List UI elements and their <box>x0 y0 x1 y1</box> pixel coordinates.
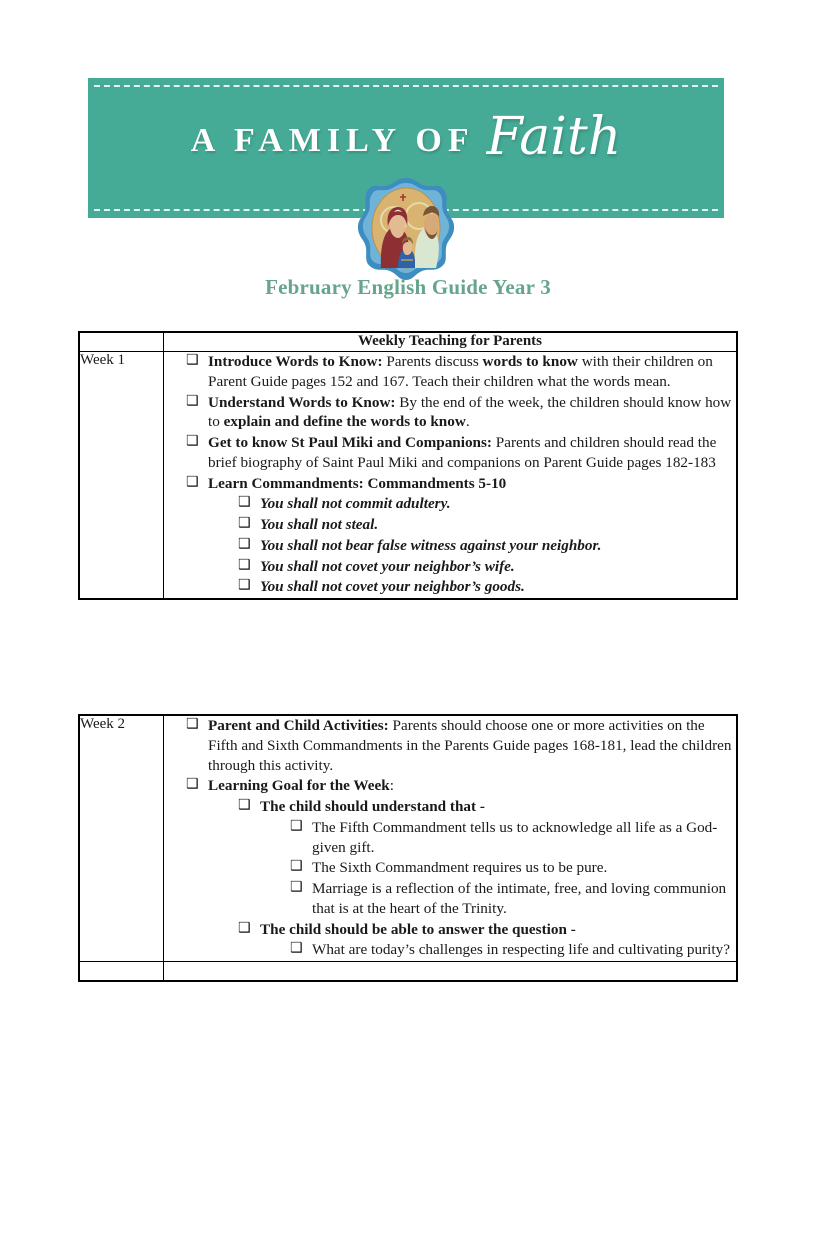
list-item: ❑ You shall not steal. <box>238 515 736 535</box>
table-header-row <box>80 333 737 352</box>
week2-content <box>164 716 737 962</box>
item-text-a: Parents discuss <box>382 353 483 370</box>
list-item <box>186 352 736 392</box>
next-week-content-cell <box>164 962 737 981</box>
item-lead: Introduce Words to Know: <box>208 353 383 370</box>
table-row-next <box>80 962 737 981</box>
list-item <box>238 920 736 961</box>
week1-table <box>78 331 738 600</box>
list-item: ❑ The Fifth Commandment tells us to acknowledge all life as a God-given gift. <box>290 818 736 858</box>
table-row <box>80 716 737 962</box>
week-label-2: Week 2 <box>80 716 164 962</box>
list-item: ❑ You shall not covet your neighbor’s goods. <box>238 577 736 597</box>
item-text-a: Parents and children should read the brief biography of Saint Paul Miki and companions on Parent Guide pages 182-183 <box>208 434 717 471</box>
item-emphasis: explain and define the words to know <box>223 413 466 431</box>
list-item: ❑ You shall not bear false witness against your neighbor. <box>238 536 736 556</box>
banner-title-script: Faith <box>486 107 622 167</box>
item-lead: Parent and Child Activities: <box>208 717 389 734</box>
item-lead: Understand Words to Know: <box>208 393 396 411</box>
week2-list <box>186 716 736 960</box>
group-points <box>290 940 736 960</box>
item-text-a: By the end of the week, the children should know how to <box>208 393 732 431</box>
week1-content <box>164 352 737 599</box>
table-row <box>80 352 737 599</box>
week-label-1: Week 1 <box>80 352 164 599</box>
list-item: ❑ The Sixth Commandment requires us to be pure. <box>290 858 736 878</box>
commandments-list <box>238 494 736 597</box>
learning-goal-groups <box>238 797 736 960</box>
list-item <box>186 716 736 775</box>
item-lead: Learn Commandments: Commandments 5-10 <box>208 474 507 492</box>
group-heading: The child should understand that - <box>260 798 485 815</box>
list-item: ❑ You shall not commit adultery. <box>238 494 736 514</box>
list-item: ❑ What are today’s challenges in respecting life and cultivating purity? <box>290 940 736 960</box>
banner-dashed-line-top <box>94 85 718 87</box>
item-lead: Get to know St Paul Miki and Companions: <box>208 434 492 451</box>
banner-title <box>88 106 724 176</box>
header-blank-cell <box>80 333 164 352</box>
week1-list <box>186 352 736 597</box>
list-item: ❑ You shall not covet your neighbor’s wife. <box>238 557 736 577</box>
banner-title-caps: A FAMILY OF <box>190 122 475 159</box>
page-subtitle: February English Guide Year 3 <box>265 275 551 299</box>
item-text-b: . <box>465 413 470 431</box>
next-week-label-cell <box>80 962 164 981</box>
list-item <box>186 474 736 598</box>
item-lead: Learning Goal for the Week <box>208 777 390 795</box>
list-item: ❑ Marriage is a reflection of the intimate, free, and loving communion that is at the heart of the Trinity. <box>290 879 736 919</box>
list-item <box>186 776 736 960</box>
item-text-a: Parents should choose one or more activities on the Fifth and Sixth Commandments in the Parents Guide pages 168-181, lead the children through this activity. <box>208 717 732 774</box>
item-text-b: with their children on Parent Guide pages 152 and 167. Teach their children what the words mean. <box>208 353 713 390</box>
list-item <box>238 797 736 919</box>
group-points <box>290 818 736 919</box>
list-item <box>186 433 736 473</box>
item-text-a: : <box>389 777 394 795</box>
list-item <box>186 393 736 433</box>
item-emphasis: words to know <box>482 353 578 370</box>
group-heading: The child should be able to answer the question - <box>260 920 576 938</box>
weekly-teaching-header: Weekly Teaching for Parents <box>164 333 737 352</box>
holy-family-medallion-icon <box>358 176 454 282</box>
week2-table <box>78 714 738 982</box>
